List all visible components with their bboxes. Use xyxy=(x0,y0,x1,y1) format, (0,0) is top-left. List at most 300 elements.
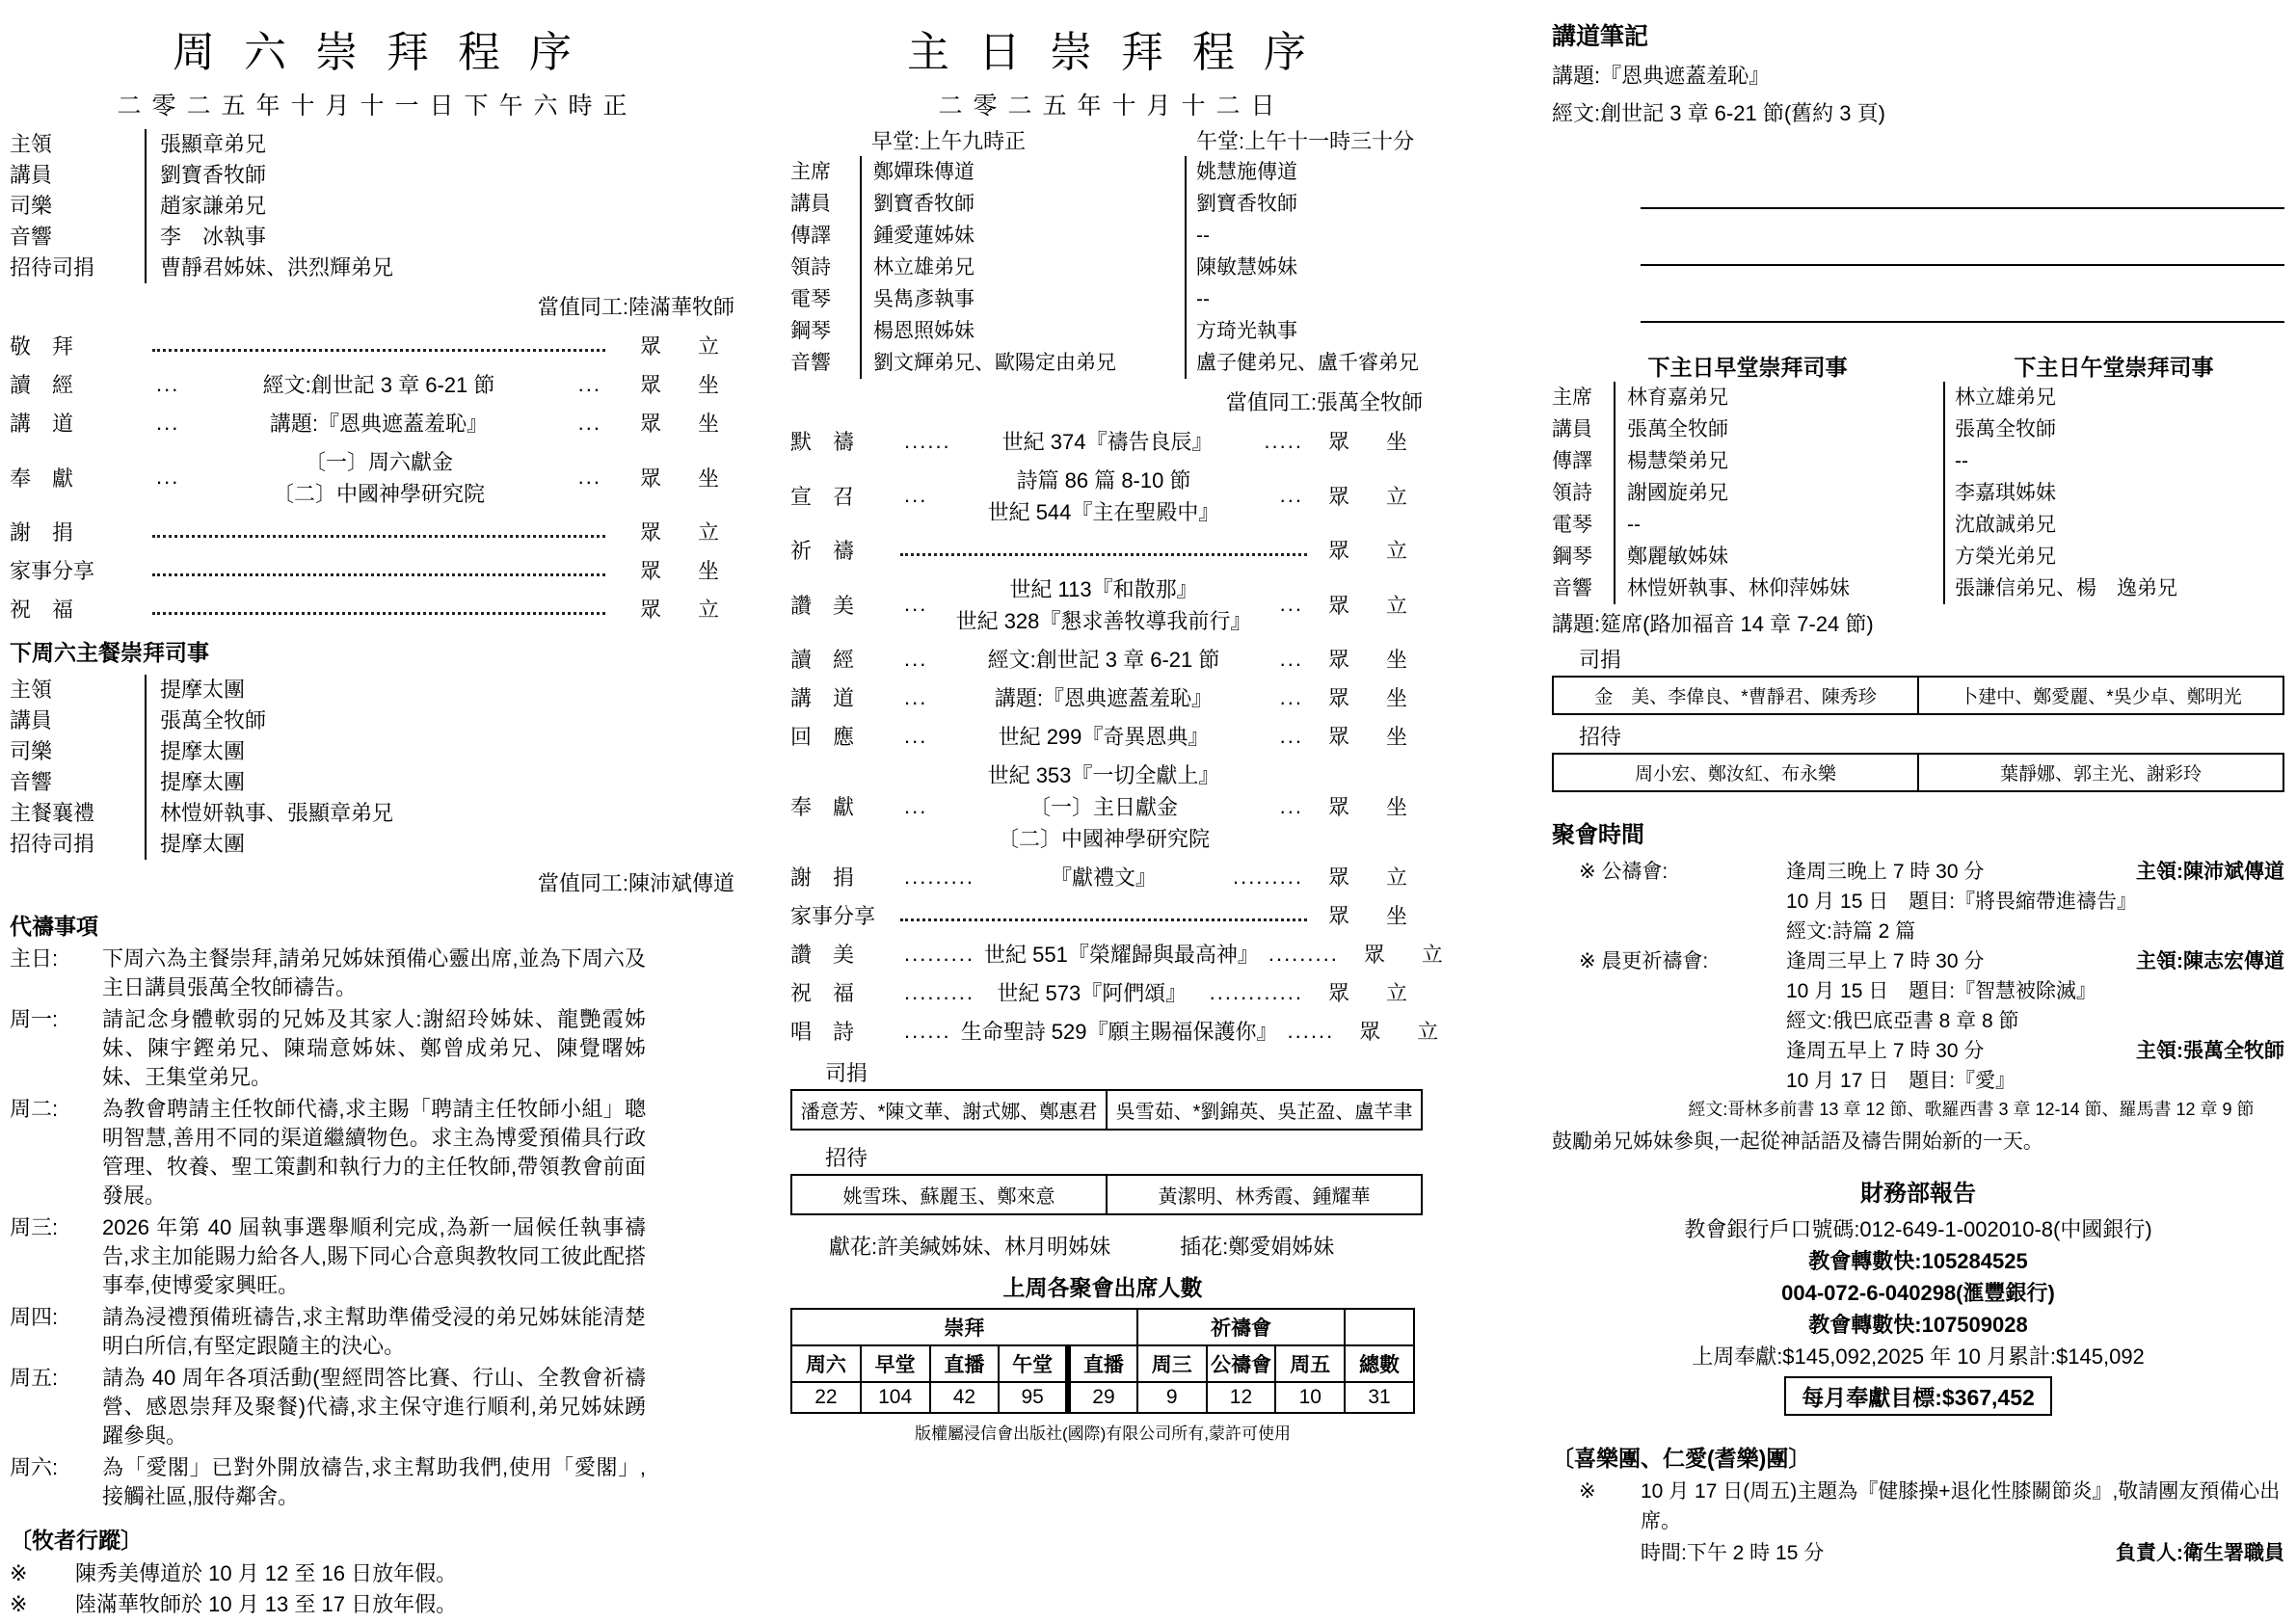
role-value: 提摩太團 xyxy=(145,736,734,767)
leader-dots-right: ... xyxy=(1279,646,1303,671)
meeting-name xyxy=(1579,887,1786,917)
role-row xyxy=(10,675,734,705)
role-label: 講員 xyxy=(10,708,53,732)
role-row xyxy=(1552,541,2284,572)
prayer-items-list xyxy=(10,945,734,1511)
prayer-item-day: 周一: xyxy=(10,1007,59,1031)
order-item-middle xyxy=(147,595,611,624)
prayer-item-text: 下周六為主餐崇拜,請弟兄姊妹預備心靈出席,並為下周六及主日講員張萬全牧師禱告。 xyxy=(102,946,646,999)
role-row xyxy=(1552,382,2284,413)
order-row xyxy=(10,369,727,399)
order-content-line: 經文:創世記 3 章 6-21 節 xyxy=(987,648,1220,672)
leader-dots-right: ... xyxy=(1279,723,1303,748)
leader-dots-left: ... xyxy=(904,483,928,507)
order-item-middle xyxy=(894,721,1313,751)
order-content-line: 世紀 353『一切全獻上』 xyxy=(987,763,1220,787)
meeting-row xyxy=(1552,1006,2284,1036)
prayer-item xyxy=(10,1005,734,1092)
order-item-content xyxy=(961,426,1255,456)
order-row xyxy=(790,900,1415,930)
order-item-middle xyxy=(894,465,1313,526)
usher-names: 葉靜娜、郭主光、謝彩玲 xyxy=(1917,755,2283,790)
prayer-item-day: 周二: xyxy=(10,1097,59,1121)
role-value-morning: 謝國旋弟兄 xyxy=(1614,477,1943,509)
meeting-row xyxy=(1552,887,2284,917)
monthly-offering-goal: 每月奉獻目標:$367,452 xyxy=(1784,1376,2052,1416)
order-content-line: 〔一〕周六獻金 xyxy=(304,450,453,474)
leader-dots-left: ......... xyxy=(904,941,975,966)
order-item-label: 讀 經 xyxy=(10,373,74,397)
order-item-middle xyxy=(894,644,1313,674)
leader-dots-left: ...... xyxy=(904,1018,951,1043)
sunday-donation-stewards xyxy=(790,1089,1423,1131)
meeting-name: ※ 晨更祈禱會: xyxy=(1579,950,1709,972)
role-row xyxy=(790,252,1423,283)
role-value-morning: 吳雋彥執事 xyxy=(860,283,1185,315)
dotted-leader-line xyxy=(152,349,605,352)
role-value: 李 冰執事 xyxy=(145,222,734,253)
info-section xyxy=(1552,17,2284,1623)
role-value-morning: 林育嘉弟兄 xyxy=(1614,382,1943,413)
leader-dots-right: ... xyxy=(577,465,601,489)
meeting-leader: 主領:張萬全牧師 xyxy=(2136,1040,2284,1062)
role-row xyxy=(10,129,734,160)
saturday-roles-table xyxy=(10,129,734,283)
congregation-posture: 眾 坐 xyxy=(1327,686,1415,710)
congregation-posture: 眾 坐 xyxy=(639,559,727,583)
order-row xyxy=(790,426,1415,456)
role-value-noon: 沈啟誠弟兄 xyxy=(1943,509,2284,541)
role-value: 提摩太團 xyxy=(145,675,734,705)
leader-dots-left: ... xyxy=(156,410,180,435)
leader-dots-right: ... xyxy=(1279,793,1303,818)
congregation-posture: 眾 立 xyxy=(1327,593,1415,618)
order-item-label: 奉 獻 xyxy=(790,795,855,819)
joy-group-notice xyxy=(1552,1477,2284,1536)
attendance-block xyxy=(790,1270,1415,1444)
leader-dots-right: ... xyxy=(577,410,601,435)
meeting-time: 逢周五早上 7 時 30 分 xyxy=(1786,1040,1985,1062)
order-row xyxy=(790,535,1415,565)
role-value-morning: 楊恩照姊妹 xyxy=(860,315,1185,347)
order-item-middle xyxy=(894,426,1313,456)
order-row xyxy=(790,644,1415,674)
leader-dots-left: ... xyxy=(904,646,928,671)
order-item-middle xyxy=(894,1016,1344,1046)
meeting-times-title: 聚會時間 xyxy=(1552,822,1644,848)
pastoral-title: 〔牧者行蹤〕 xyxy=(10,1528,143,1553)
role-value-morning: 楊慧榮弟兄 xyxy=(1614,445,1943,477)
order-item-label: 讚 美 xyxy=(790,943,855,967)
pastoral-item-text: 陸滿華牧師於 10 月 13 至 17 日放年假。 xyxy=(75,1592,458,1616)
role-value-noon: 林立雄弟兄 xyxy=(1943,382,2284,413)
role-row xyxy=(10,705,734,736)
noon-service-time: 午堂:上午十一時三十分 xyxy=(1196,129,1415,153)
meeting-row xyxy=(1552,946,2284,976)
congregation-posture: 眾 立 xyxy=(1327,484,1415,509)
role-label: 音響 xyxy=(790,352,831,374)
order-item-middle xyxy=(894,977,1313,1007)
finance-goal-wrap xyxy=(1552,1376,2284,1416)
order-item-middle xyxy=(147,408,611,438)
attendance-header-cell: 周六 xyxy=(791,1345,861,1382)
congregation-posture: 眾 立 xyxy=(1327,539,1415,563)
dotted-leader-line xyxy=(152,535,605,538)
role-label: 講員 xyxy=(790,193,831,215)
role-row xyxy=(790,315,1423,347)
congregation-posture: 眾 坐 xyxy=(639,466,727,491)
steward-names: 吳雪茹、*劉錦英、吳芷盈、盧芊聿 xyxy=(1106,1091,1421,1129)
prayer-item-text: 請為浸禮預備班禱告,求主幫助準備受浸的弟兄姊妹能清楚明白所信,有堅定跟隨主的決心。 xyxy=(102,1305,646,1358)
role-label: 招待司捐 xyxy=(10,832,95,856)
role-value-noon: 陳敏慧姊妹 xyxy=(1185,252,1423,283)
order-content-line: 講題:『恩典遮蓋羞恥』 xyxy=(269,412,489,436)
attendance-value-cell: 10 xyxy=(1275,1382,1345,1413)
order-content-line: 世紀 299『奇異恩典』 xyxy=(998,725,1210,749)
reference-mark-icon: ※ xyxy=(1579,1480,1596,1503)
attendance-header-cell: 公禱會 xyxy=(1207,1345,1276,1382)
usher-names: 姚雪珠、蘇麗玉、鄭來意 xyxy=(842,1186,1055,1208)
order-item-middle xyxy=(894,939,1348,969)
role-row xyxy=(10,253,734,283)
prayer-item xyxy=(10,1364,734,1450)
meeting-row xyxy=(1552,976,2284,1006)
role-label: 司樂 xyxy=(10,739,53,763)
next-sunday-morning-title: 下主日早堂崇拜司事 xyxy=(1647,355,1848,380)
prayer-item xyxy=(10,945,734,1002)
role-value: 張顯章弟兄 xyxy=(145,129,734,160)
order-content-line: 世紀 573『阿們頌』 xyxy=(997,981,1188,1005)
attendance-header-cell: 直播 xyxy=(930,1345,1000,1382)
attendance-table xyxy=(790,1308,1415,1414)
finance-report-title: 財務部報告 xyxy=(1860,1181,1976,1207)
order-item-content xyxy=(937,682,1269,712)
role-label: 司樂 xyxy=(10,194,53,218)
order-item-label: 祈 禱 xyxy=(790,539,855,563)
prayer-item-day: 周六: xyxy=(10,1455,59,1479)
meeting-row xyxy=(1552,917,2284,946)
joy-group-time: 時間:下午 2 時 15 分 xyxy=(1641,1542,1825,1564)
role-label: 招待司捐 xyxy=(10,255,95,279)
order-item-label: 祝 福 xyxy=(10,598,74,622)
role-value: 林愷妍執事、張顯章弟兄 xyxy=(145,798,734,829)
order-item-content xyxy=(937,573,1269,635)
sunday-date: 二零二五年十月十二日 xyxy=(938,93,1286,120)
leader-dots-left: ... xyxy=(904,793,928,818)
congregation-posture: 眾 坐 xyxy=(639,373,727,397)
role-row xyxy=(790,156,1423,188)
role-value-morning: 林愷妍執事、林仰萍姊妹 xyxy=(1614,572,1943,604)
order-item-label: 讚 美 xyxy=(790,593,855,618)
order-item-middle xyxy=(147,369,611,399)
role-value-noon: 張萬全牧師 xyxy=(1943,413,2284,445)
role-row xyxy=(10,767,734,798)
steward-names: 潘意芳、*陳文華、謝式娜、鄭惠君 xyxy=(800,1102,1098,1123)
prayer-item-text: 請記念身體軟弱的兄姊及其家人:謝紹玲姊妹、龍艷霞姊妹、陳宇鏗弟兄、陳瑞意姊妹、鄭曾成弟兄、陳覺曙姊妹、王集堂弟兄。 xyxy=(102,1007,646,1089)
role-value: 曹靜君姊妹、洪烈輝弟兄 xyxy=(145,253,734,283)
joy-group-manager: 負責人:衛生署職員 xyxy=(2116,1542,2284,1564)
prayer-item-text: 為教會聘請主任牧師代禱,求主賜「聘請主任牧師小組」聰明智慧,善用不同的渠道繼續物色。求主為博愛預備具行政管理、牧養、聖工策劃和執行力的主任牧師,帶領教會前面發展。 xyxy=(102,1097,646,1208)
role-label: 音響 xyxy=(10,770,53,794)
order-item-content xyxy=(937,644,1269,674)
meeting-leader: 主領:陳志宏傳道 xyxy=(2136,950,2284,972)
role-label: 主席 xyxy=(790,161,831,183)
flower-arrangement: 插花:鄭愛娟姊妹 xyxy=(1180,1235,1335,1259)
role-value-morning: -- xyxy=(1614,509,1943,541)
order-item-middle xyxy=(894,573,1313,635)
leader-dots-left: ......... xyxy=(904,864,975,889)
role-row xyxy=(10,829,734,860)
order-item-content xyxy=(937,721,1269,751)
role-value-noon: -- xyxy=(1185,220,1423,252)
sunday-ushers xyxy=(790,1174,1423,1215)
next-sunday-ushers xyxy=(1552,753,2284,792)
sunday-title: 主日崇拜程序 xyxy=(907,29,1335,76)
attendance-header-cell: 早堂 xyxy=(861,1345,930,1382)
sermon-scripture: 經文:創世記 3 章 6-21 節(舊約 3 頁) xyxy=(1552,101,1885,125)
congregation-posture: 眾 坐 xyxy=(639,412,727,436)
leader-dots-right: ...... xyxy=(1287,1018,1335,1043)
congregation-posture: 眾 立 xyxy=(639,334,727,359)
order-item-label: 講 道 xyxy=(790,686,855,710)
meeting-row xyxy=(1552,1036,2284,1066)
order-item-middle xyxy=(894,682,1313,712)
meeting-name xyxy=(1579,976,1786,1006)
attendance-group-empty xyxy=(1345,1309,1414,1345)
role-value-noon: 方琦光執事 xyxy=(1185,315,1423,347)
order-row xyxy=(790,721,1415,751)
order-row xyxy=(790,1016,1447,1046)
attendance-value-cell: 12 xyxy=(1207,1382,1276,1413)
role-value-morning: 劉寶香牧師 xyxy=(860,188,1185,220)
order-item-label: 回 應 xyxy=(790,725,855,749)
meeting-row xyxy=(1552,857,2284,887)
order-row xyxy=(790,573,1415,635)
order-item-middle xyxy=(894,901,1313,930)
order-row xyxy=(790,862,1415,891)
congregation-posture: 眾 立 xyxy=(1359,1020,1447,1044)
leader-dots-right: ... xyxy=(577,371,601,396)
leader-dots-left: ... xyxy=(156,465,180,489)
dotted-leader-line xyxy=(900,918,1307,921)
role-value-morning: 鍾愛蓮姊妹 xyxy=(860,220,1185,252)
pastoral-item xyxy=(10,1589,734,1620)
times-spacer xyxy=(790,127,860,156)
order-item-label: 默 禱 xyxy=(790,430,855,454)
order-content-line: 世紀 544『主在聖殿中』 xyxy=(987,500,1220,524)
role-value-morning: 林立雄弟兄 xyxy=(860,252,1185,283)
steward-names: 卜建中、鄭愛麗、*吳少卓、鄭明光 xyxy=(1917,678,2283,713)
note-line xyxy=(1641,209,2284,266)
sunday-ushers-label: 招待 xyxy=(825,1146,868,1170)
next-saturday-duty-staff: 當值同工:陳沛斌傳道 xyxy=(537,871,734,895)
prayer-item xyxy=(10,1303,734,1361)
role-row xyxy=(10,222,734,253)
next-sunday-ushers-label: 招待 xyxy=(1579,725,1622,749)
order-content-line: 〔二〕中國神學研究院 xyxy=(272,482,485,506)
role-row xyxy=(10,191,734,222)
congregation-posture: 眾 坐 xyxy=(1327,430,1415,454)
role-label: 領詩 xyxy=(790,256,831,279)
order-item-content xyxy=(984,939,1259,969)
meeting-leader: 主領:陳沛斌傳道 xyxy=(2136,861,2284,883)
order-content-line: 經文:創世記 3 章 6-21 節 xyxy=(262,373,495,397)
role-label: 主餐襄禮 xyxy=(10,801,95,825)
order-item-content xyxy=(937,465,1269,526)
next-saturday-title: 下周六主餐崇拜司事 xyxy=(10,640,209,665)
meeting-time: 10 月 17 日 題目:『愛』 xyxy=(1786,1070,2016,1092)
finance-line: 教會轉數快:105284525 xyxy=(1808,1249,2028,1273)
role-label: 主領 xyxy=(10,678,53,702)
sermon-topic: 講題:『恩典遮蓋羞恥』 xyxy=(1552,64,1771,88)
role-row xyxy=(790,220,1423,252)
order-row xyxy=(10,594,727,624)
meeting-name xyxy=(1579,1006,1786,1036)
sunday-duty-staff: 當值同工:張萬全牧師 xyxy=(1225,390,1423,414)
order-content-line: 世紀 328『懇求善牧導我前行』 xyxy=(955,609,1252,633)
role-value-noon: 盧子健弟兄、盧千睿弟兄 xyxy=(1185,347,1423,379)
meeting-row xyxy=(1552,1066,2284,1096)
role-row xyxy=(1552,413,2284,445)
leader-dots-left: ......... xyxy=(904,979,975,1004)
sunday-roles-table xyxy=(790,156,1423,379)
attendance-value-cell: 31 xyxy=(1345,1382,1414,1413)
order-content-line: 生命聖詩 529『願主賜福保護你』 xyxy=(960,1020,1278,1044)
saturday-date: 二零二五年十月十一日下午六時正 xyxy=(117,93,638,120)
congregation-posture: 眾 坐 xyxy=(1327,725,1415,749)
order-content-line: 世紀 551『榮耀歸與最高神』 xyxy=(984,943,1259,967)
order-item-content xyxy=(189,446,568,508)
attendance-header-cell: 直播 xyxy=(1068,1345,1137,1382)
usher-names: 黃潔明、林秀霞、鍾耀華 xyxy=(1106,1176,1421,1213)
prayer-item-day: 周四: xyxy=(10,1305,59,1329)
order-content-line: 『獻禮文』 xyxy=(1050,865,1157,890)
order-content-line: 世紀 374『禱告良辰』 xyxy=(1001,430,1214,454)
saturday-duty-staff: 當值同工:陸滿華牧師 xyxy=(537,295,734,319)
prayer-item xyxy=(10,1213,734,1300)
flowers-line xyxy=(790,1231,1423,1261)
role-label: 主領 xyxy=(10,132,53,156)
prayer-items-title: 代禱事項 xyxy=(10,914,98,939)
role-label: 鋼琴 xyxy=(790,320,831,342)
saturday-order-of-worship xyxy=(10,331,734,624)
congregation-posture: 眾 立 xyxy=(1327,865,1415,890)
role-row xyxy=(790,347,1423,379)
role-value-noon: -- xyxy=(1185,283,1423,315)
sunday-section xyxy=(790,17,1451,1623)
role-value: 劉寶香牧師 xyxy=(145,160,734,191)
role-label: 傳譯 xyxy=(790,225,831,247)
copyright-notice: 版權屬浸信會出版社(國際)有限公司所有,蒙許可使用 xyxy=(914,1424,1292,1443)
role-value-morning: 張萬全牧師 xyxy=(1614,413,1943,445)
finance-lines xyxy=(1552,1213,2284,1372)
prayer-item-text: 2026 年第 40 屆執事選舉順利完成,為新一屆候任執事禱告,求主加能賜力給各人,賜下同心合意與教牧同工彼此配搭事奉,使博愛家興旺。 xyxy=(102,1215,646,1297)
role-label: 領詩 xyxy=(1552,482,1592,504)
role-row xyxy=(1552,509,2284,541)
order-item-label: 家事分享 xyxy=(10,559,95,583)
joy-group-title: 〔喜樂團、仁愛(耆樂)團〕 xyxy=(1552,1446,1811,1471)
saturday-title: 周六崇拜程序 xyxy=(173,29,601,76)
reference-mark-icon: ※ xyxy=(10,1592,28,1616)
order-item-content xyxy=(984,977,1200,1007)
meeting-time: 逢周三晚上 7 時 30 分 xyxy=(1786,861,1985,883)
prayer-item-day: 周三: xyxy=(10,1215,59,1239)
note-line xyxy=(1641,152,2284,209)
prayer-item-day: 周五: xyxy=(10,1366,59,1390)
meeting-name xyxy=(1579,917,1786,946)
next-sunday-roles-table xyxy=(1552,382,2284,604)
order-row xyxy=(10,446,727,508)
congregation-posture: 眾 坐 xyxy=(1327,648,1415,672)
sunday-donation-stewards-label: 司捐 xyxy=(825,1061,868,1085)
congregation-posture: 眾 立 xyxy=(639,598,727,622)
order-content-line: 講題:『恩典遮蓋羞恥』 xyxy=(994,686,1214,710)
role-row xyxy=(10,160,734,191)
note-line xyxy=(1641,266,2284,323)
steward-names: 金 美、李偉良、*曹靜君、陳秀珍 xyxy=(1594,687,1877,707)
order-row xyxy=(10,408,727,438)
dotted-leader-line xyxy=(900,553,1307,556)
attendance-group-worship: 崇拜 xyxy=(791,1309,1137,1345)
attendance-value-row xyxy=(791,1382,1414,1413)
next-sunday-donation-stewards-label: 司捐 xyxy=(1579,648,1622,672)
leader-dots-right: ......... xyxy=(1268,941,1339,966)
role-row xyxy=(10,798,734,829)
leader-dots-right: ......... xyxy=(1232,864,1303,889)
finance-line: 教會銀行戶口號碼:012-649-1-002010-8(中國銀行) xyxy=(1684,1217,2152,1241)
attendance-header-cell: 午堂 xyxy=(999,1345,1068,1382)
role-row xyxy=(790,283,1423,315)
finance-line: 004-072-6-040298(滙豐銀行) xyxy=(1781,1281,2055,1305)
order-item-label: 讀 經 xyxy=(790,648,855,672)
order-item-middle xyxy=(894,759,1313,853)
attendance-value-cell: 22 xyxy=(791,1382,861,1413)
sunday-order-of-worship xyxy=(790,426,1451,1046)
order-content-line: 〔一〕主日獻金 xyxy=(1028,795,1178,819)
role-row xyxy=(10,736,734,767)
meeting-name: ※ 公禱會: xyxy=(1579,861,1669,883)
leader-dots-left: ... xyxy=(904,723,928,748)
leader-dots-left: ...... xyxy=(904,428,951,453)
leader-dots-right: ... xyxy=(1279,684,1303,709)
attendance-group-row xyxy=(791,1309,1414,1345)
meeting-time: 逢周三早上 7 時 30 分 xyxy=(1786,950,1985,972)
prayer-item xyxy=(10,1095,734,1211)
order-row xyxy=(10,555,727,585)
role-label: 音響 xyxy=(1552,577,1592,599)
role-value: 張萬全牧師 xyxy=(145,705,734,736)
order-item-label: 唱 詩 xyxy=(790,1020,855,1044)
order-item-label: 敬 拜 xyxy=(10,334,74,359)
order-item-label: 謝 捐 xyxy=(790,865,855,890)
meeting-name xyxy=(1579,1036,1786,1066)
attendance-title: 上周各聚會出席人數 xyxy=(1002,1275,1203,1300)
role-value: 提摩太團 xyxy=(145,767,734,798)
order-item-middle xyxy=(147,518,611,546)
order-item-middle xyxy=(894,536,1313,565)
order-row xyxy=(10,331,727,360)
prayer-item-text: 為「愛閣」已對外開放禱告,求主幫助我們,使用「愛閣」,接觸社區,服侍鄰舍。 xyxy=(102,1455,646,1508)
role-value-noon: 姚慧施傳道 xyxy=(1185,156,1423,188)
meeting-time: 10 月 15 日 題目:『智慧被除滅』 xyxy=(1786,980,2097,1002)
attendance-value-cell: 95 xyxy=(999,1382,1068,1413)
dotted-leader-line xyxy=(152,612,605,615)
sermon-notes-title: 講道筆記 xyxy=(1552,23,1649,50)
leader-dots-right: ... xyxy=(1279,483,1303,507)
prayer-item-text: 請為 40 周年各項活動(聖經問答比賽、行山、全教會祈禱營、感恩崇拜及聚餐)代禱,求主保守進行順利,弟兄姊妹踴躍參與。 xyxy=(102,1366,646,1448)
role-label: 講員 xyxy=(1552,418,1592,440)
attendance-value-cell: 104 xyxy=(861,1382,930,1413)
